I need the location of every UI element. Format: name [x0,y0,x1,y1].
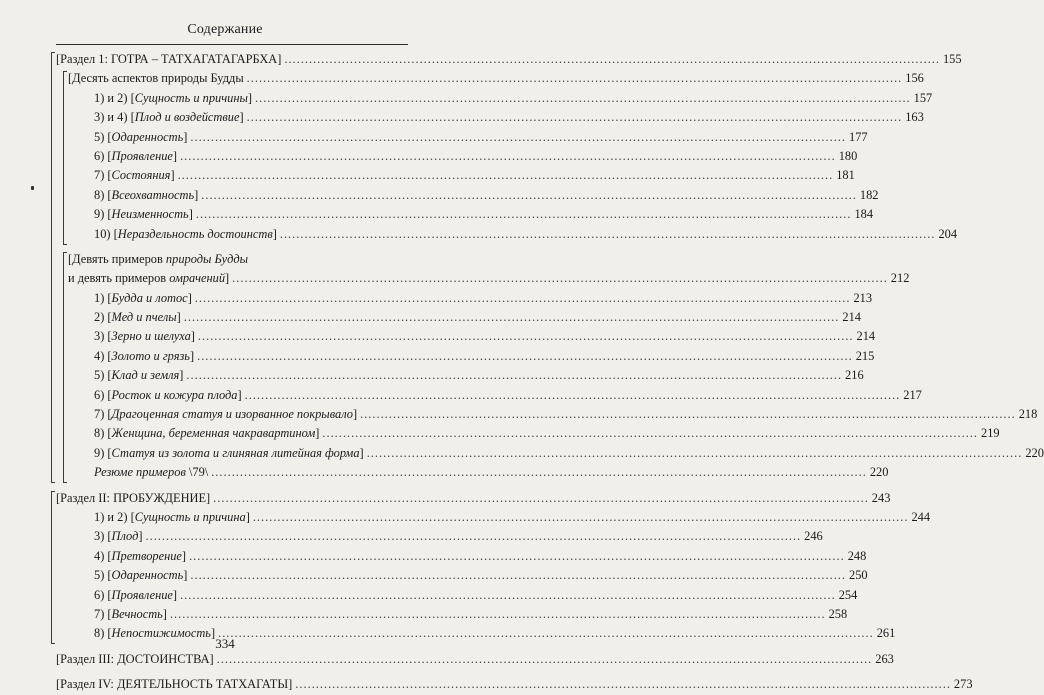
toc-entry-title-italic: Резюме примеров [94,465,186,480]
toc-entry [56,675,973,694]
toc-entry-title-italic: Проявление [111,587,173,602]
toc-entry-title-text: 9) [ [94,445,112,460]
dot-leader [190,128,846,147]
toc-entry-title [94,547,186,566]
toc-entry-title [94,289,192,308]
toc-entry-title-text: \79\ [185,465,209,480]
toc-entry-title [94,166,175,185]
dot-leader [180,147,836,166]
toc-page-number: 250 [849,568,868,583]
toc-entry [56,566,868,585]
toc-entry-title-text: [Девять примеров [68,251,166,266]
section-bracket [63,71,67,245]
dot-leader [189,547,845,566]
toc-entry-title [94,424,319,443]
toc-page-number: 155 [942,52,962,66]
section-bracket [51,52,55,483]
toc-entry-title [94,186,198,205]
toc-entry-title-italic: Всеохватность [111,187,195,202]
toc-page-number: 258 [828,606,848,621]
toc-entry-title-italic: Зерно и шелуха [111,329,191,344]
toc-entry-title-text: 1) и 2) [ [94,509,135,524]
header-rule [56,44,408,45]
toc-entry-title-text: 7) [ [94,606,112,621]
toc-page-number: 181 [836,168,855,183]
dot-leader [170,605,826,624]
toc-entry-title-text: 4) [ [94,548,112,563]
toc-page-number: 220 [1025,445,1044,460]
toc-entry-title [94,327,195,346]
toc-entry-title-text: ] [237,387,242,402]
toc-page-number: 219 [981,426,1000,441]
toc-entry-title-text: ] [315,426,320,441]
toc-entry-title-text: 3) и 4) [ [94,110,135,125]
toc-entry-title-text: ] [183,568,188,583]
toc-entry-title-italic: Золото и грязь [111,348,190,363]
toc-entry [56,424,1000,443]
toc-entry-title [94,225,277,244]
toc-entry [56,166,855,185]
toc-entry-title-italic: омрачений [169,271,226,286]
toc-entry-title-text: ] [239,110,244,125]
toc-entry-title-italic: Мед и пчелы [111,310,177,325]
toc-entry-title-text: [Раздел IV: ДЕЯТЕЛЬНОСТЬ ТАТХАГАТЫ] [56,677,293,692]
toc-entry-title-text: 5) [ [94,368,112,383]
toc-page-number: 212 [890,271,910,286]
toc-entry [56,463,889,482]
toc-entry-title-italic: Непостижимость [111,626,211,641]
toc-entry-title-text: ] [194,187,199,202]
toc-entry [56,147,858,166]
dot-leader [146,527,802,546]
toc-entry-title [94,147,177,166]
toc-entry [56,186,879,205]
toc-entry [56,89,933,108]
toc-entry-title-text: 8) [ [94,426,112,441]
toc-page-number: 214 [842,310,861,325]
toc-entry [56,489,891,508]
toc-entry-title-text: ] [181,548,187,563]
toc-entry-title-text: ] [210,626,216,641]
toc-entry-title-italic: Нераздельность достоинств [117,226,273,241]
dot-leader [190,566,846,585]
dot-leader [217,650,873,669]
toc-entry-title-text: 5) [ [94,129,112,144]
toc-page-number: 243 [871,490,891,505]
toc-page-number: 217 [903,387,922,402]
toc-entry-title-text: ] [170,168,175,183]
toc-entry-title-italic: Драгоценная статуя и изорванное покрывало [111,407,353,422]
page-number: 334 [215,636,235,651]
toc-entry-title-text: 10) [ [94,226,118,241]
toc-entry [56,650,894,669]
toc-entry-title-italic: Вечность [111,606,163,621]
toc-entry-title-text: ] [179,368,184,383]
dot-leader [255,89,911,108]
toc-entry-title-italic: Неизменность [111,207,189,222]
dot-leader [253,508,909,527]
toc-entry-title-text: ] [359,445,364,460]
toc-entry [56,50,962,69]
toc-entry-title-text: ] [187,290,192,305]
toc-entry-title-italic: природы Будды [165,251,249,266]
toc-entry-title-text: ] [188,207,193,222]
toc-entry-title-text: 1) и 2) [ [94,90,135,105]
toc-page-number: 180 [838,148,858,163]
toc-page-number: 273 [953,677,973,692]
toc-entry-title [94,586,177,605]
toc-entry-title [94,605,167,624]
toc-page-number: 184 [854,207,874,222]
toc-entry [56,527,823,546]
toc-entry [56,327,876,346]
toc-entry-title [56,489,210,508]
toc-page-number: 213 [853,290,873,305]
toc-page-number: 220 [869,465,889,480]
toc-entry-title-italic: Клад и земля [111,368,180,383]
toc-entry-title-text: 6) [ [94,587,112,602]
toc-entry-title-italic: Росток и кожура плода [111,387,238,402]
toc-entry-title [94,527,143,546]
toc-entry-title [94,128,187,147]
toc-entry-title-text: 6) [ [94,148,112,163]
toc-entry [56,405,1038,424]
dot-leader [360,405,1016,424]
toc-entry [56,289,873,308]
toc-entry-title-text: 4) [ [94,348,112,363]
toc-entry-title-text: 3) [ [94,329,112,344]
toc-entry-title-text: ] [162,606,167,621]
toc-page-number: 244 [911,509,931,524]
toc-entry-title-text: ] [272,226,277,241]
toc-entry-title [94,308,181,327]
toc-entry-title [94,347,194,366]
dot-leader [198,327,854,346]
toc-entry-title [94,386,242,405]
toc-entry-title-italic: Одаренность [111,129,184,144]
toc-page-number: 163 [905,110,924,125]
dot-leader [184,308,840,327]
toc-entry-title [94,444,364,463]
toc-entry [56,308,861,327]
toc-entry [56,128,868,147]
toc-entry-title-text: 3) [ [94,529,112,544]
toc-entry [56,444,1044,463]
toc-entry-title [56,650,214,669]
dot-leader [247,69,903,88]
toc-entry-title-italic: Одаренность [111,568,184,583]
dot-leader [178,166,834,185]
toc-page-number: 204 [938,226,958,241]
toc-entry-title-text: ] [138,529,143,544]
toc-entry [56,508,931,527]
dot-leader [284,50,940,69]
toc-entry [56,586,858,605]
ink-speck [31,186,34,190]
toc-page-number: 263 [875,651,894,666]
dot-leader [247,108,903,127]
toc-entry-title-text: и девять примеров [68,271,170,286]
dot-leader [186,366,842,385]
dot-leader [196,205,852,224]
toc-entry-title-text: ] [183,129,188,144]
toc-page-number: 177 [849,129,868,144]
toc-entry [56,347,875,366]
section-bracket [51,491,55,644]
toc-entry [56,69,924,88]
toc-page-number: 218 [1018,407,1038,422]
toc-page-number: 246 [804,529,823,544]
toc-entry [56,547,867,566]
toc-entry-title [68,250,248,269]
toc-entry-title [68,69,244,88]
toc-entry-title-text: 2) [ [94,310,112,325]
toc-entry-title-text: ] [172,148,178,163]
toc-entry [56,108,924,127]
dot-leader [322,424,978,443]
toc-entry-title-italic: Плод [111,529,139,544]
toc-entry-title [94,508,250,527]
toc-entry-title-italic: Будда и лотос [111,290,188,305]
toc-page-number: 214 [856,329,876,344]
toc-entry-title-text: [Раздел III: ДОСТОИНСТВА] [56,651,214,666]
toc-entry-title [94,566,187,585]
toc-entry-title-text: ] [189,348,195,363]
toc-entry-title-text: 8) [ [94,187,112,202]
toc-page-number: 261 [876,626,896,641]
toc-entry [56,205,874,224]
toc-entry [56,269,910,288]
dot-leader [213,489,869,508]
toc-page-number: 182 [859,187,879,202]
table-of-contents [56,50,1044,695]
toc-entry-title-text: 8) [ [94,626,112,641]
toc-entry-title-italic: Женщина, беременная чакравартином [111,426,316,441]
toc-entry-title-italic: Плод и воздействие [134,110,240,125]
toc-page-number: 254 [838,587,858,602]
dot-leader [211,463,867,482]
toc-entry-title [94,205,193,224]
toc-entry [56,366,864,385]
toc-entry-title [94,89,252,108]
toc-entry-title [94,108,244,127]
dot-leader [232,269,888,288]
toc-entry-title-text: 1) [ [94,290,112,305]
toc-entry-title-italic: Претворение [111,548,182,563]
toc-entry-title-italic: Статуя из золота и глиняная литейная форма [111,445,360,460]
toc-entry-title-text: ] [247,90,253,105]
toc-entry-title-text: 9) [ [94,207,112,222]
toc-entry-title-text: [Десять аспектов природы Будды [68,71,244,86]
toc-entry-title-text: ] [352,407,358,422]
toc-entry-title-italic: Сущность и причина [134,509,246,524]
dot-leader [280,225,936,244]
dot-leader [201,186,857,205]
toc-entry-title [56,50,281,69]
toc-entry-title-italic: Состояния [111,168,171,183]
toc-entry [56,386,922,405]
running-header: Содержание [187,22,263,37]
toc-entry-title-text: ] [172,587,178,602]
dot-leader [197,347,853,366]
toc-entry [56,250,408,269]
toc-entry-title-text: [Раздел II: ПРОБУЖДЕНИЕ] [56,490,211,505]
dot-leader [295,675,951,694]
toc-entry-title-text: 7) [ [94,407,112,422]
toc-entry-title-text: 5) [ [94,568,112,583]
toc-entry-title [56,675,292,694]
toc-entry-title-text: 6) [ [94,387,112,402]
toc-entry-title [94,405,357,424]
toc-entry-title-text: ] [245,509,250,524]
toc-entry-title-text: ] [176,310,181,325]
toc-entry-title-text: ] [225,271,230,286]
toc-entry-title-italic: Сущность и причины [134,90,248,105]
toc-page-number: 215 [855,348,875,363]
toc-entry [56,225,958,244]
toc-page-number: 157 [913,90,933,105]
dot-leader [245,386,901,405]
dot-leader [195,289,851,308]
toc-entry-title [94,366,183,385]
toc-entry-title-text: [Раздел 1: ГОТРА – ТАТХАГАТАГАРБХА] [56,52,282,66]
toc-page-number: 216 [845,368,864,383]
toc-entry [56,605,848,624]
toc-entry-title [68,269,229,288]
toc-page-number: 248 [847,548,867,563]
toc-entry-title-text: 7) [ [94,168,112,183]
section-bracket [63,252,67,483]
dot-leader [367,444,1023,463]
toc-entry-title-text: ] [190,329,195,344]
dot-leader [180,586,836,605]
toc-entry-title [94,463,208,482]
toc-entry-title-italic: Проявление [111,148,173,163]
toc-page-number: 156 [905,71,924,86]
